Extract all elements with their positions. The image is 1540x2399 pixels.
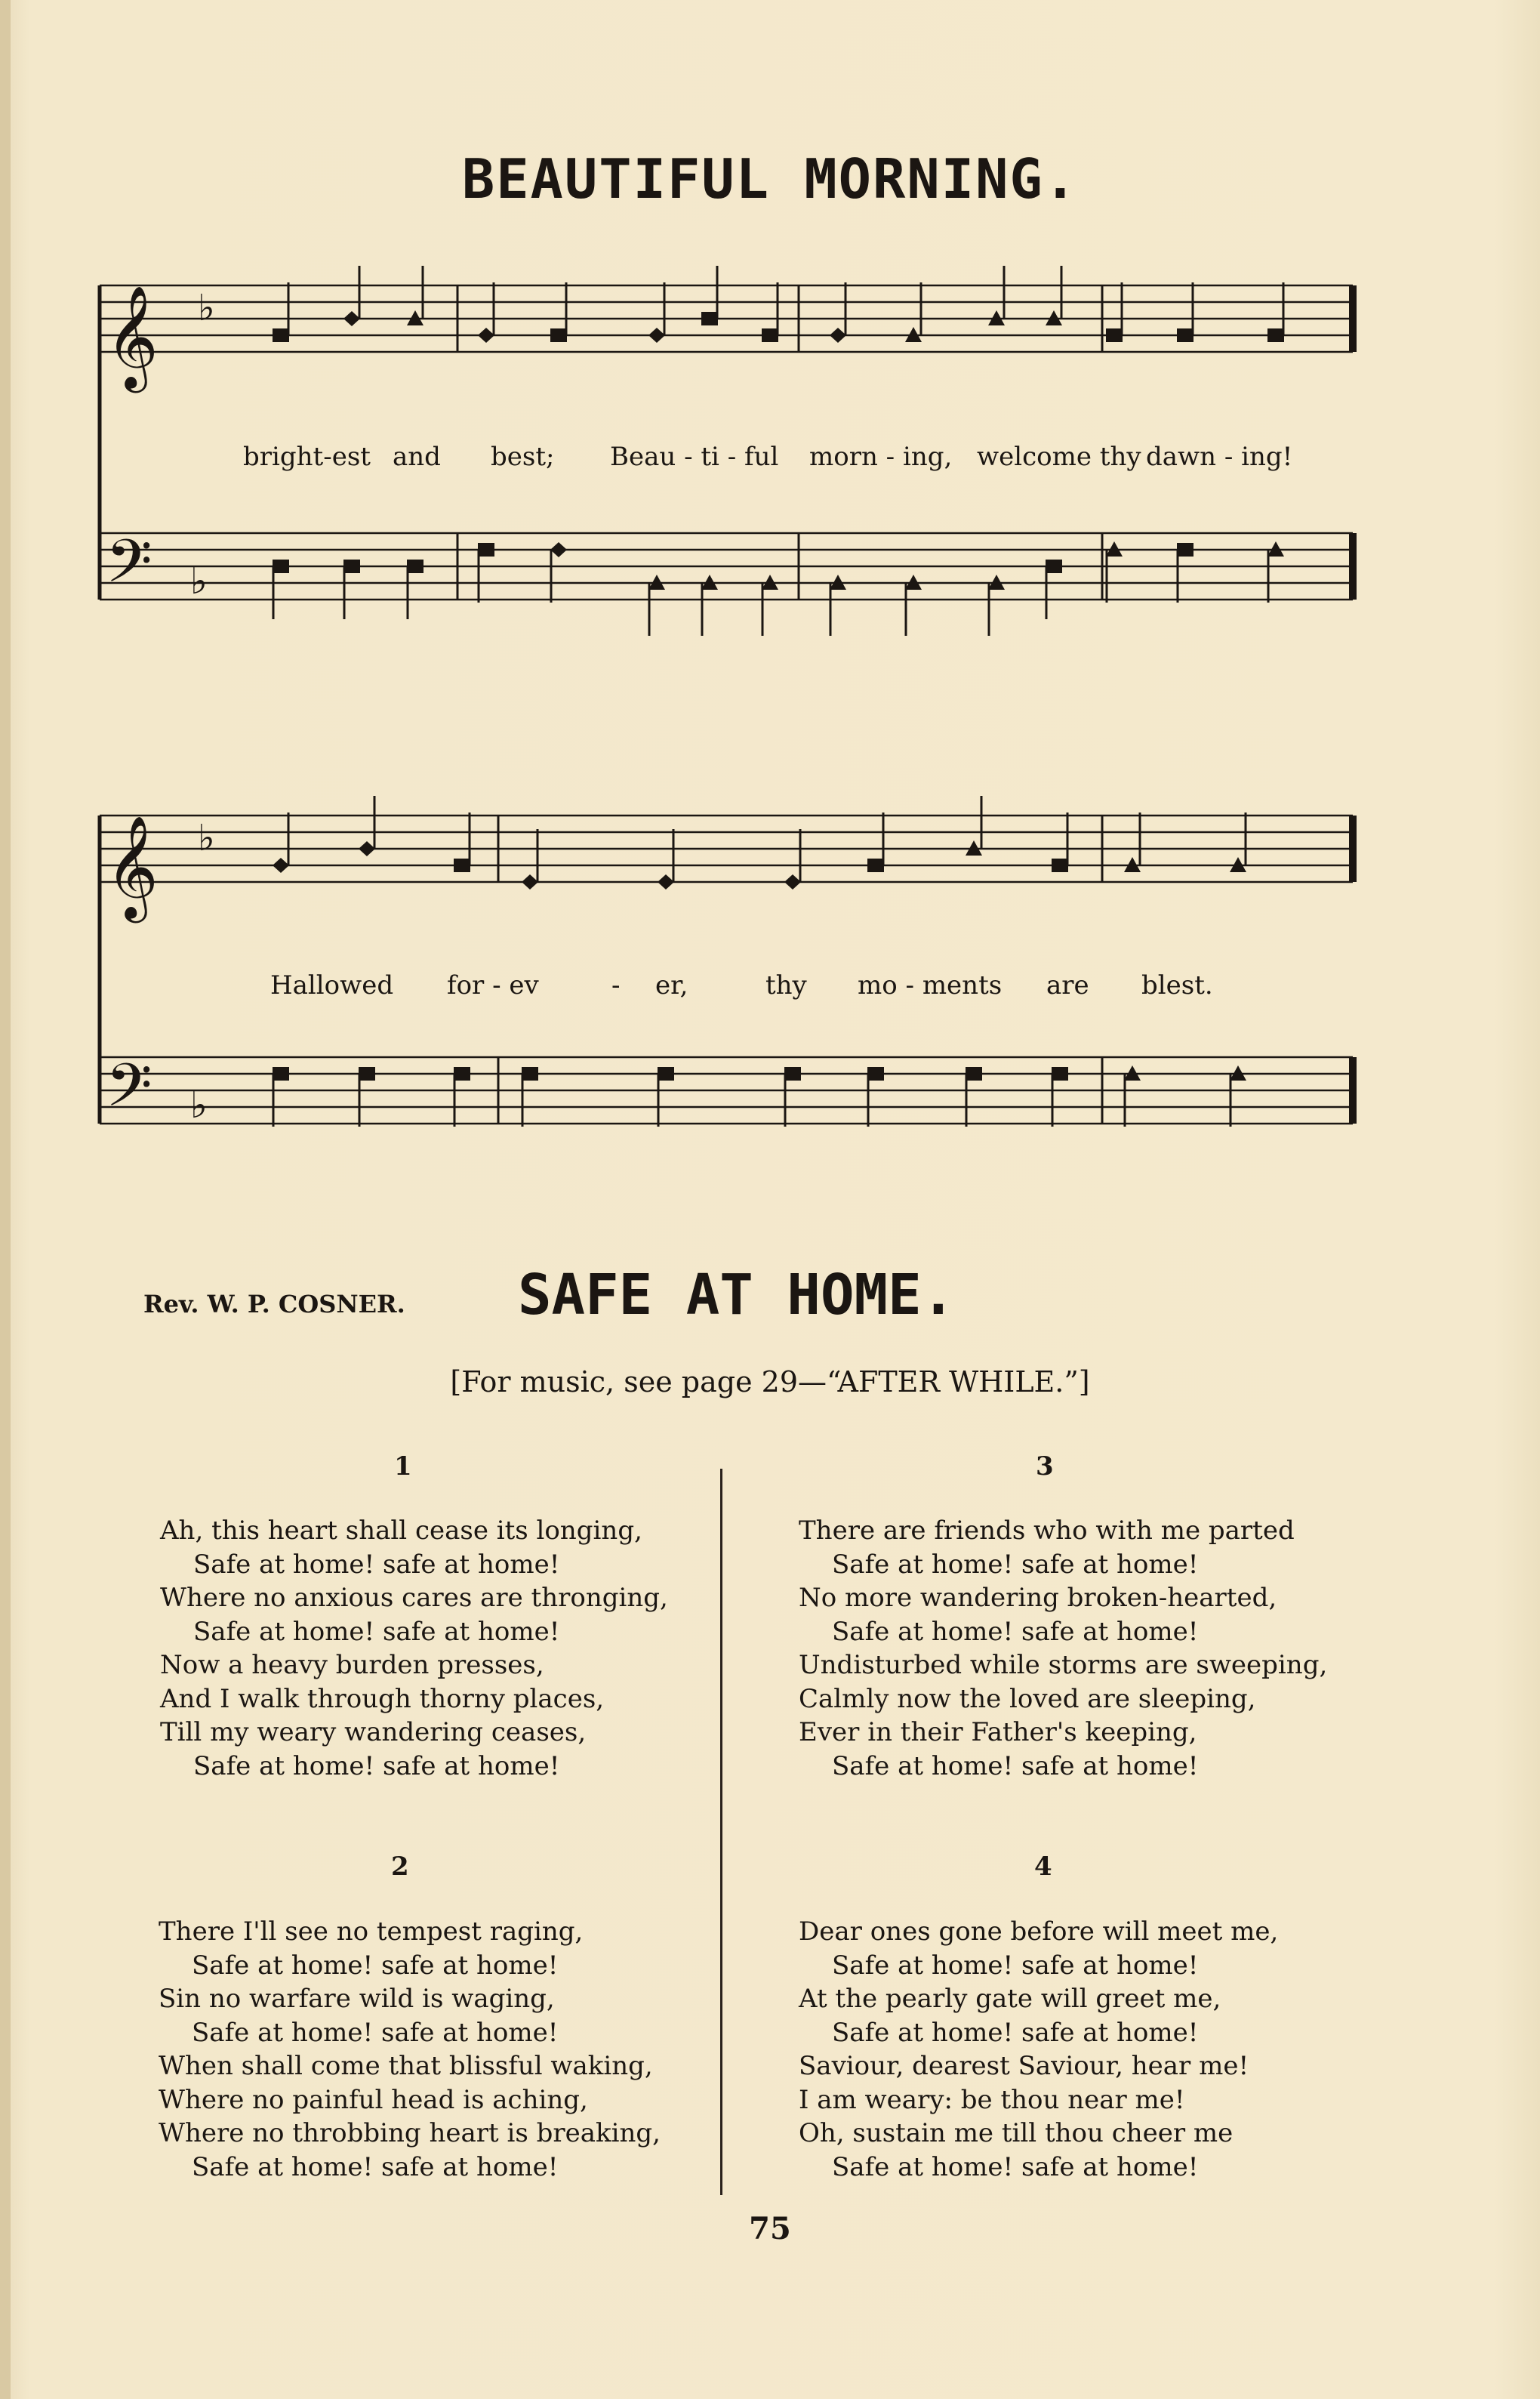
- page-number: 75: [749, 2211, 791, 2246]
- column-divider: [720, 1469, 722, 2195]
- note-head: [359, 1067, 375, 1081]
- note-head: [658, 874, 674, 890]
- note-head: [784, 874, 801, 890]
- note-head: [1177, 328, 1194, 342]
- verse-line: And I walk through thorny places,: [160, 1683, 605, 1714]
- lyric-word: bright-est: [243, 442, 371, 472]
- verse-line: There I'll see no tempest raging,: [159, 1916, 584, 1947]
- verse-line: I am weary: be thou near me!: [799, 2084, 1185, 2115]
- lyric-word: -: [611, 970, 621, 1001]
- note-head: [273, 858, 289, 873]
- note-head: [454, 1067, 470, 1081]
- verse-line: Safe at home! safe at home!: [832, 1616, 1199, 1647]
- note-head: [867, 859, 884, 872]
- verse-line: Safe at home! safe at home!: [193, 1549, 560, 1580]
- verse-number: 2: [391, 1852, 409, 1882]
- note-head: [648, 328, 665, 343]
- verse-line: Where no painful head is aching,: [159, 2084, 588, 2115]
- note-head: [478, 328, 494, 343]
- verse-line: Now a heavy burden presses,: [160, 1650, 544, 1680]
- lyric-word: mo - ments: [858, 970, 1003, 1001]
- note-head: [701, 312, 718, 325]
- lyric-word: welcome thy: [977, 442, 1141, 472]
- flat-icon: ♭: [190, 1084, 208, 1127]
- verse-line: No more wandering broken-hearted,: [799, 1583, 1277, 1613]
- note-head: [550, 328, 567, 342]
- lyric-word: blest.: [1141, 970, 1213, 1001]
- note-head: [867, 1067, 884, 1081]
- verse-line: Till my weary wandering ceases,: [160, 1717, 587, 1747]
- verse-line: Calmly now the loved are sleeping,: [799, 1683, 1256, 1714]
- note-head: [478, 543, 494, 557]
- note-head: [273, 1067, 289, 1081]
- note-head: [359, 841, 375, 856]
- verse-line: Saviour, dearest Saviour, hear me!: [799, 2051, 1249, 2081]
- note-head: [343, 311, 360, 326]
- lyric-word: morn - ing,: [809, 442, 953, 472]
- note-head: [1106, 328, 1123, 342]
- lyric-word: are: [1046, 970, 1089, 1001]
- verse-line: Oh, sustain me till thou cheer me: [799, 2118, 1234, 2148]
- flat-icon: ♭: [198, 287, 215, 329]
- verse-line: Safe at home! safe at home!: [192, 2151, 559, 2182]
- verse-line: Safe at home! safe at home!: [192, 2017, 559, 2048]
- flat-icon: ♭: [190, 560, 208, 603]
- lyric-word: best;: [491, 442, 555, 472]
- note-head: [1052, 1067, 1068, 1081]
- treble-clef-icon: 𝄞: [106, 284, 159, 388]
- verse-line: There are friends who with me parted: [799, 1516, 1295, 1546]
- lyric-word: for - ev: [447, 970, 539, 1001]
- verse-line: Ah, this heart shall cease its longing,: [160, 1516, 642, 1546]
- hymn-title-beautiful-morning: BEAUTIFUL MORNING.: [461, 147, 1079, 211]
- verse-line: Safe at home! safe at home!: [832, 2151, 1199, 2182]
- verse-1: [160, 1514, 668, 1783]
- verse-number: 1: [394, 1451, 412, 1482]
- note-head: [966, 1067, 982, 1081]
- verse-line: Where no throbbing heart is breaking,: [159, 2118, 661, 2148]
- lyric-word: Beau - ti - ful: [610, 442, 779, 472]
- note-head: [1177, 543, 1194, 557]
- lyric-word: Hallowed: [270, 970, 394, 1001]
- bass-clef-icon: 𝄢: [106, 1050, 152, 1135]
- verse-line: Safe at home! safe at home!: [193, 1750, 560, 1781]
- verse-line: Safe at home! safe at home!: [193, 1616, 560, 1647]
- note-head: [522, 1067, 538, 1081]
- note-head: [762, 328, 778, 342]
- verse-line: When shall come that blissful waking,: [159, 2051, 653, 2081]
- verse-number: 3: [1036, 1451, 1054, 1482]
- note-head: [273, 328, 289, 342]
- note-head: [830, 328, 846, 343]
- lyric-word: and: [393, 442, 441, 472]
- verse-line: Where no anxious cares are thronging,: [160, 1583, 668, 1613]
- verse-number: 4: [1034, 1852, 1052, 1882]
- verse-line: Safe at home! safe at home!: [832, 2017, 1199, 2048]
- note-head: [454, 859, 470, 872]
- lyric-word: thy: [765, 970, 807, 1001]
- verse-line: Sin no warfare wild is waging,: [159, 1984, 555, 2014]
- note-head: [1267, 328, 1284, 342]
- author-credit: Rev. W. P. COSNER.: [143, 1290, 405, 1318]
- note-head: [784, 1067, 801, 1081]
- hymn-title-safe-at-home: SAFE AT HOME.: [518, 1263, 956, 1327]
- verse-2: [159, 1915, 661, 2184]
- treble-clef-icon: 𝄞: [106, 814, 159, 918]
- note-head: [407, 560, 424, 573]
- verse-3: [799, 1514, 1327, 1783]
- verse-line: Dear ones gone before will meet me,: [799, 1916, 1279, 1947]
- verse-line: Safe at home! safe at home!: [832, 1750, 1199, 1781]
- verse-line: Safe at home! safe at home!: [832, 1549, 1199, 1580]
- music-reference-note: [For music, see page 29—“AFTER WHILE.”]: [450, 1365, 1090, 1398]
- verse-line: Safe at home! safe at home!: [832, 1950, 1199, 1981]
- verse-line: Safe at home! safe at home!: [192, 1950, 559, 1981]
- note-head: [273, 560, 289, 573]
- verse-4: [799, 1915, 1278, 2184]
- lyric-word: dawn - ing!: [1146, 442, 1293, 472]
- note-head: [522, 874, 538, 890]
- note-head: [343, 560, 360, 573]
- verse-line: At the pearly gate will greet me,: [799, 1984, 1221, 2014]
- verse-line: Ever in their Father's keeping,: [799, 1717, 1197, 1747]
- note-head: [550, 542, 567, 557]
- note-head: [1052, 859, 1068, 872]
- verse-line: Undisturbed while storms are sweeping,: [799, 1650, 1328, 1680]
- bass-clef-icon: 𝄢: [106, 526, 152, 611]
- lyric-word: er,: [655, 970, 688, 1001]
- flat-icon: ♭: [198, 817, 215, 859]
- note-head: [658, 1067, 674, 1081]
- note-head: [1046, 560, 1062, 573]
